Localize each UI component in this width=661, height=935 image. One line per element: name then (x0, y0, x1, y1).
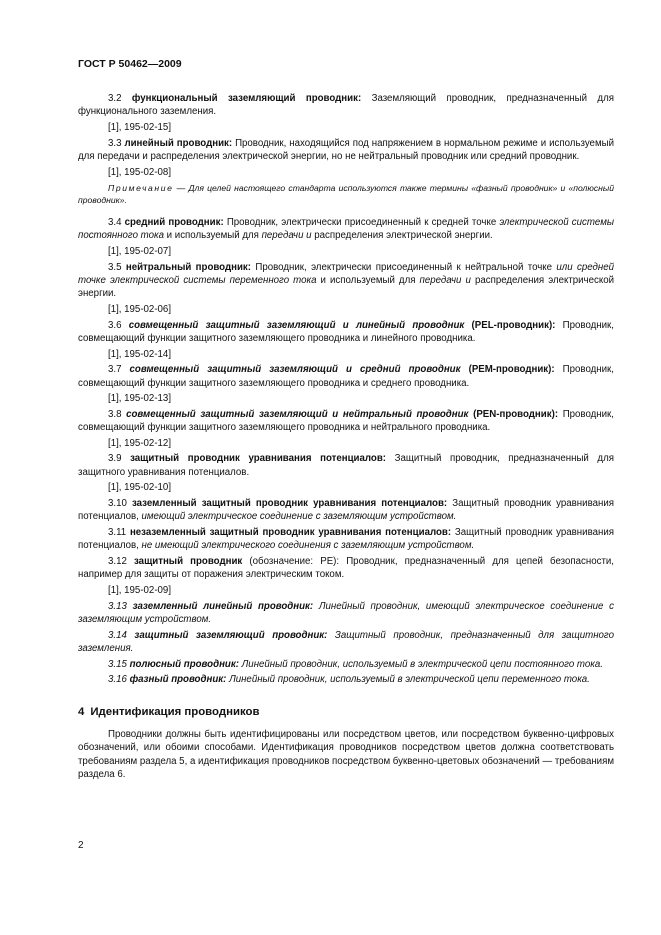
term-number: 3.6 (108, 319, 122, 331)
note (78, 182, 614, 206)
term-definition-italic: передачи и (261, 230, 312, 242)
term-number: 3.5 (108, 261, 122, 273)
term-abbreviation: (PEL-проводник): (464, 319, 556, 331)
note-text: — Для целей настоящего стандарта используются также термины «фазный проводник» и «полюсный проводник». (78, 183, 614, 205)
term-3-9 (78, 452, 614, 479)
term-number: 3.16 (108, 674, 127, 686)
term-abbreviation: (PEM-проводник): (460, 364, 555, 376)
term-3-6 (78, 319, 614, 346)
term-reference: [1], 195-02-12] (108, 437, 172, 449)
term-3-15 (78, 658, 614, 671)
note-label: Примечание (108, 183, 174, 193)
term-name: защитный заземляющий проводник: (134, 629, 328, 641)
term-reference: [1], 195-02-14] (108, 348, 172, 360)
term-3-3 (78, 137, 614, 164)
term-name: заземленный защитный проводник уравнивания потенциалов: (131, 497, 448, 509)
term-name: заземленный линейный проводник: (132, 600, 314, 612)
term-number: 3.7 (108, 364, 122, 376)
section-number: 4 (78, 705, 85, 718)
section-body: Проводники должны быть идентифицированы или посредством цветов, или посредством буквенно-цифровых обозначений, или обоими способами. Идентификация проводников посредством цветов должна соответствовать требованиям раздела 5, а идентификация проводников посредством буквенно-цветовых обозначений — требованиям раздела 6. (78, 728, 614, 781)
term-reference: [1], 195-02-08] (108, 166, 172, 178)
section-title: Идентификация проводников (90, 705, 260, 718)
term-definition-italic: или средней точке электрической системы переменного тока (78, 261, 614, 286)
term-definition-italic: электрической системы постоянного тока (78, 217, 614, 242)
term-number: 3.4 (108, 217, 122, 228)
term-number: 3.12 (108, 555, 127, 567)
term-reference: [1], 195-02-15] (108, 122, 172, 133)
term-definition: Проводник, находящийся под напряжением в нормальном режиме и используемый для передачи и распределения электрической энергии, но не нейтральный проводник или средний проводник. (78, 137, 614, 162)
term-reference: [1], 195-02-13] (108, 393, 172, 405)
term-reference: [1], 195-02-07] (108, 246, 172, 257)
term-3-8 (78, 408, 614, 435)
document-header: ГОСТ Р 50462—2009 (78, 58, 182, 70)
term-name: полюсный проводник: (129, 658, 239, 670)
term-definition: (обозначение: РЕ): Проводник, предназначенный для цепей безопасности, например для защиты от поражения электрическим током. (78, 555, 614, 581)
term-definition: Проводник, электрически присоединенный к средней точке (223, 217, 500, 228)
term-definition: Проводник, электрически присоединенный к нейтральной точке (251, 261, 557, 273)
term-3-5 (78, 261, 614, 301)
term-reference: [1], 195-02-10] (108, 482, 172, 494)
term-name: линейный проводник: (124, 137, 233, 149)
term-3-7 (78, 363, 614, 390)
term-number: 3.15 (108, 658, 127, 670)
term-number: 3.10 (108, 497, 127, 509)
term-name: защитный проводник уравнивания потенциалов: (130, 453, 387, 465)
page-number: 2 (78, 840, 84, 851)
term-abbreviation: (PEN-проводник): (468, 408, 559, 420)
term-definition: Линейный проводник, используемый в электрической цепи переменного тока. (226, 674, 590, 686)
term-number: 3.2 (108, 93, 122, 104)
term-definition-italic: имеющий электрическое соединение с заземляющим устройством. (141, 511, 457, 523)
term-3-4 (78, 216, 614, 243)
term-definition-italic: передачи и (419, 275, 471, 286)
term-definition: Заземляющий проводник, предназначенный для функционального заземления. (78, 93, 614, 118)
term-name: функциональный заземляющий проводник: (131, 93, 362, 104)
term-definition: и используемый для (316, 275, 420, 286)
term-name: фазный проводник: (129, 674, 227, 686)
term-3-11 (78, 526, 614, 553)
term-definition: Проводник, совмещающий функции защитного заземляющего проводника и линейного проводника. (78, 319, 614, 344)
term-definition: распределения электрической энергии. (311, 230, 493, 242)
term-definition: Проводник, совмещающий функции защитного заземляющего проводника и нейтрального проводника. (78, 408, 614, 434)
term-number: 3.3 (108, 137, 122, 149)
term-definition: Защитный проводник уравнивания потенциалов, (78, 526, 614, 552)
term-name: нейтральный проводник: (125, 261, 252, 273)
term-definition: Защитный проводник, предназначенный для защитного уравнивания потенциалов. (78, 453, 614, 478)
term-definition: и используемый для (163, 230, 262, 242)
term-name: средний проводник: (124, 217, 224, 228)
term-number: 3.13 (108, 600, 127, 612)
term-definition: Линейный проводник, имеющий электрическое соединение с заземляющим устройством. (78, 600, 614, 625)
term-reference: [1], 195-02-06] (108, 304, 172, 315)
term-3-14 (78, 629, 614, 656)
term-number: 3.14 (108, 629, 127, 641)
term-definition: распределения электрической энергии. (78, 275, 614, 300)
term-number: 3.8 (108, 408, 122, 420)
term-reference: [1], 195-02-09] (108, 584, 172, 596)
term-3-13 (78, 600, 614, 627)
term-definition: Линейный проводник, используемый в электрической цепи постоянного тока. (238, 658, 603, 670)
term-number: 3.9 (108, 453, 122, 465)
term-3-10 (78, 497, 614, 524)
term-name: совмещенный защитный заземляющий и линейный проводник (128, 319, 465, 331)
section-heading (78, 706, 614, 719)
term-definition-italic: не имеющий электрического соединения с заземляющим устройством. (141, 540, 475, 552)
term-definition: Защитный проводник, предназначенный для защитного заземления. (78, 629, 614, 654)
term-name: защитный проводник (134, 555, 243, 567)
term-3-12 (78, 555, 614, 582)
term-3-16 (78, 673, 614, 686)
term-name: совмещенный защитный заземляющий и средний проводник (129, 364, 461, 376)
term-definition: Защитный проводник уравнивания потенциалов, (78, 497, 615, 523)
document-body (78, 92, 614, 784)
term-definition: Проводник, совмещающий функции защитного заземляющего проводника и среднего проводника. (78, 364, 614, 389)
term-number: 3.11 (108, 526, 127, 538)
term-name: совмещенный защитный заземляющий и нейтральный проводник (126, 408, 469, 420)
term-name: незаземленный защитный проводник уравнивания потенциалов: (129, 526, 452, 538)
term-3-2 (78, 92, 614, 119)
